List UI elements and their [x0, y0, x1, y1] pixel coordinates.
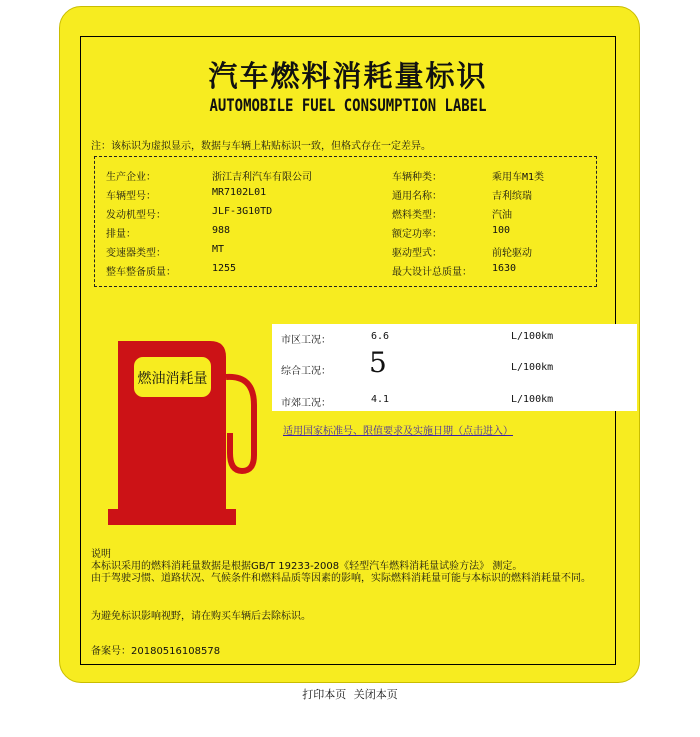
curb-weight-value: 1255: [212, 263, 237, 274]
suburban-label: 市郊工况：: [281, 398, 331, 409]
fuel-consumption-panel: [272, 324, 637, 411]
record-number: 备案号：20180516108578: [91, 646, 221, 657]
model-value: MR7102L01: [212, 187, 267, 198]
displacement-key: 排量：: [106, 229, 136, 240]
combined-label: 综合工况：: [281, 366, 331, 377]
standard-info-link[interactable]: 适用国家标准号、限值要求及实施日期（点击进入）: [283, 426, 513, 437]
vehicle-info-table: [94, 156, 597, 287]
rated-power-key: 额定功率：: [392, 229, 442, 240]
fuel-label-card: [59, 6, 640, 683]
common-name-key: 通用名称：: [392, 191, 442, 202]
model-key: 车辆型号：: [106, 191, 156, 202]
max-weight-key: 最大设计总质量：: [392, 267, 472, 278]
label-frame: [80, 36, 616, 665]
common-name-value: 吉利缤瑞: [492, 191, 532, 202]
manufacturer-value: 浙江吉利汽车有限公司: [212, 172, 312, 183]
suburban-value: 4.1: [371, 394, 390, 405]
drive-type-key: 驱动型式：: [392, 248, 442, 259]
curb-weight-key: 整车整备质量：: [106, 267, 176, 278]
description-line-1: 本标识采用的燃料消耗量数据是根据GB/T 19233-2008《轻型汽车燃料消耗量试验方法》 测定。: [91, 561, 523, 572]
description-line-2: 由于驾驶习惯、道路状况、气候条件和燃料品质等因素的影响，实际燃料消耗量可能与本标识的燃料消耗量不同。: [91, 573, 591, 584]
description-heading: 说明: [91, 549, 111, 560]
description-block: [91, 549, 616, 585]
suburban-unit: L/100km: [511, 394, 554, 405]
combined-unit: L/100km: [511, 362, 554, 373]
description-line-3: 为避免标识影响视野，请在购买车辆后去除标识。: [91, 611, 311, 622]
transmission-key: 变速器类型：: [106, 248, 166, 259]
combined-value: 5: [369, 346, 387, 379]
bottom-links: [0, 686, 700, 702]
print-page-link[interactable]: 打印本页: [302, 688, 347, 701]
max-weight-value: 1630: [492, 263, 517, 274]
displacement-value: 988: [212, 225, 231, 236]
close-page-link[interactable]: 关闭本页: [353, 688, 398, 701]
engine-model-key: 发动机型号：: [106, 210, 166, 221]
fuel-type-value: 汽油: [492, 210, 512, 221]
label-title-en: AUTOMOBILE FUEL CONSUMPTION LABEL: [209, 96, 487, 116]
manufacturer-key: 生产企业：: [106, 172, 156, 183]
label-note: 注：该标识为虚拟显示，数据与车辆上粘贴标识一致，但格式存在一定差异。: [91, 141, 431, 152]
engine-model-value: JLF-3G10TD: [212, 206, 273, 217]
label-title-cn: 汽车燃料消耗量标识: [208, 59, 488, 93]
urban-unit: L/100km: [511, 331, 554, 342]
drive-type-value: 前轮驱动: [492, 248, 532, 259]
rated-power-value: 100: [492, 225, 511, 236]
urban-label: 市区工况：: [281, 335, 331, 346]
vehicle-class-value: 乘用车M1类: [492, 172, 545, 183]
transmission-value: MT: [212, 244, 225, 255]
pump-label: 燃油消耗量: [137, 371, 208, 387]
urban-value: 6.6: [371, 331, 390, 342]
vehicle-class-key: 车辆种类：: [392, 172, 442, 183]
fuel-pump-icon: [94, 333, 264, 533]
fuel-type-key: 燃料类型：: [392, 210, 442, 221]
